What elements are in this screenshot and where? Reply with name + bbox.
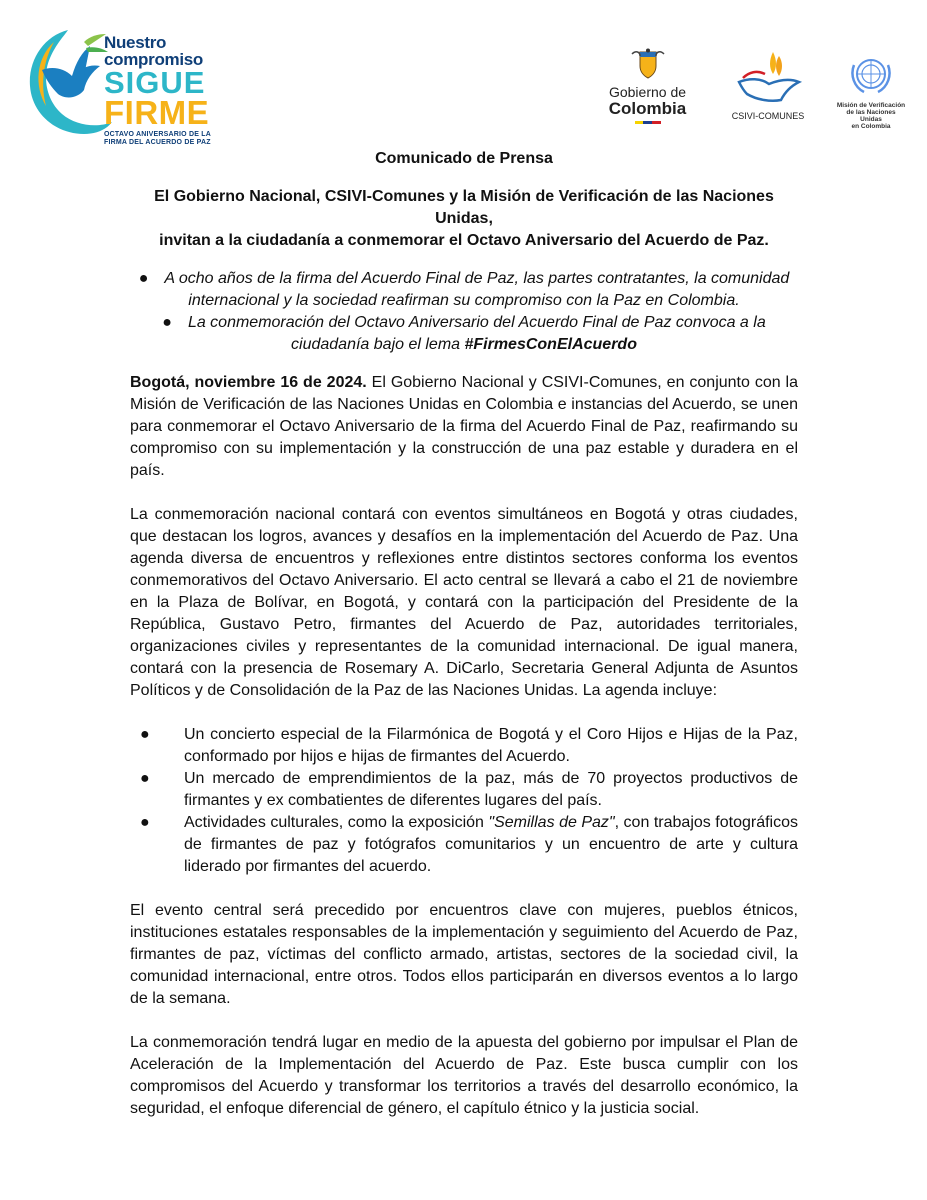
summary-2-line-1: La conmemoración del Octavo Aniversario del Acuerdo Final de Paz convoca a la <box>187 314 766 331</box>
summary-1-line-1: A ocho años de la firma del Acuerdo Final de Paz, las partes contratantes, la comunidad <box>164 270 790 287</box>
un-line-2: de las Naciones Unidas <box>846 109 896 123</box>
un-verification-mission-logo <box>835 55 907 130</box>
bullet-dot: ● <box>140 726 150 743</box>
agenda-item <box>130 812 798 878</box>
gobierno-colombia-logo <box>600 48 695 126</box>
campaign-line-5: OCTAVO ANIVERSARIO DE LA <box>104 131 211 138</box>
document-label: Comunicado de Prensa <box>375 150 553 167</box>
gobierno-line-2: Colombia <box>608 99 687 118</box>
exhibition-title: "Semillas de Paz" <box>488 814 615 831</box>
hashtag: #FirmesConElAcuerdo <box>464 336 637 353</box>
campaign-logo <box>24 22 224 146</box>
agenda-list <box>130 724 798 878</box>
agenda-item-text-a: Actividades culturales, como la exposición <box>184 814 489 831</box>
agenda-item-text: Un concierto especial de la Filarmónica de Bogotá y el Coro Hijos e Hijas de la Paz, conformado por hijos e hijas de firmantes del Acuerdo. <box>184 726 798 765</box>
un-emblem-icon <box>848 55 894 95</box>
agenda-item <box>130 724 798 768</box>
campaign-line-4: FIRME <box>104 94 210 131</box>
flag-bar <box>635 121 661 124</box>
paragraph-intro-text: El Gobierno Nacional y CSIVI-Comunes, en conjunto con la Misión de Verificación de las Naciones Unidas en Colombia e instancias del Acuerdo, se unen para conmemorar el Octavo Aniversario de la firma del Acuerdo Final de Paz, reafirmando su compromiso con su implementación y la construcción de una paz estable y duradera en el país. <box>130 374 799 479</box>
campaign-line-3: SIGUE <box>104 65 206 100</box>
paragraph-preceding-events: El evento central será precedido por encuentros clave con mujeres, pueblos étnicos, instituciones estatales responsables de la implementación y seguimiento del Acuerdo de Paz, firmantes de paz, víctimas del conflicto armado, artistas, sectores de la sociedad civil, la comunidad internacional, entre otros. Todos ellos participarán en diversos eventos a lo largo de la semana. <box>130 902 798 1007</box>
paragraph-intro <box>130 372 798 482</box>
summary-bullet <box>130 268 798 312</box>
agenda-item <box>130 768 798 812</box>
paragraph-events: La conmemoración nacional contará con eventos simultáneos en Bogotá y otras ciudades, que destacan los logros, avances y desafíos en la implementación del Acuerdo de Paz. Una agenda diversa de encuentros y reflexiones entre distintos sectores conforma los eventos conmemorativos del Octavo Aniversario. El acto central se llevará a cabo el 21 de noviembre en la Plaza de Bolívar, en Bogotá, y contará con la participación del Presidente de la República, Gustavo Petro, firmantes del Acuerdo de Paz, autoridades territoriales, organizaciones civiles y representantes de la comunidad internacional. De igual manera, contará con la presencia de Rosemary A. DiCarlo, Secretaria General Adjunta de Asuntos Políticos y de Consolidación de la Paz de las Naciones Unidas. La agenda incluye: <box>130 506 798 699</box>
headline-line-2: invitan a la ciudadanía a conmemorar el Octavo Aniversario del Acuerdo de Paz. <box>159 232 769 249</box>
csivi-dove-icon <box>733 48 803 104</box>
headline <box>130 186 798 252</box>
summary-bullets <box>130 268 798 356</box>
csivi-comunes-logo <box>728 48 808 120</box>
csivi-label: CSIVI-COMUNES <box>731 111 805 121</box>
dove-logo-icon <box>24 22 114 140</box>
un-line-1: Misión de Verificación <box>836 102 906 109</box>
campaign-line-6: FIRMA DEL ACUERDO DE PAZ <box>104 139 211 146</box>
bullet-dot: ● <box>162 314 172 331</box>
un-line-3: en Colombia <box>851 123 891 130</box>
bullet-dot: ● <box>140 814 150 831</box>
agenda-item-text: Un mercado de emprendimientos de la paz, más de 70 proyectos productivos de firmantes y ex combatientes de diferentes lugares del país. <box>184 770 798 809</box>
letterhead <box>0 0 927 150</box>
coat-of-arms-icon <box>631 48 665 80</box>
summary-2-line-2: ciudadanía bajo el lema <box>291 336 465 353</box>
headline-line-1: El Gobierno Nacional, CSIVI-Comunes y la Misión de Verificación de las Naciones Unidas, <box>154 188 774 227</box>
bullet-dot: ● <box>140 770 150 787</box>
paragraph-plan: La conmemoración tendrá lugar en medio de la apuesta del gobierno por impulsar el Plan de Aceleración de la Implementación del Acuerdo de Paz. Este busca cumplir con los compromisos del Acuerdo y transformar los territorios a través del desarrollo económico, la seguridad, el enfoque diferencial de género, el capítulo étnico y la justicia social. <box>130 1034 798 1117</box>
campaign-line-1: Nuestro <box>104 33 167 52</box>
bullet-dot: ● <box>138 270 149 287</box>
summary-bullet <box>130 312 798 356</box>
press-release-body <box>130 148 798 1142</box>
campaign-line-2: compromiso <box>104 50 204 69</box>
agenda-item-text-c: , con trabajos fotográficos de firmantes de paz y fotógrafos comunitarios y un encuentro de arte y cultura liderado por firmantes del acuerdo. <box>184 814 798 875</box>
dateline: Bogotá, noviembre 16 de 2024. <box>130 374 367 391</box>
summary-1-line-2: internacional y la sociedad reafirman su compromiso con la Paz en Colombia. <box>188 292 740 309</box>
gobierno-line-1: Gobierno de <box>608 84 687 100</box>
